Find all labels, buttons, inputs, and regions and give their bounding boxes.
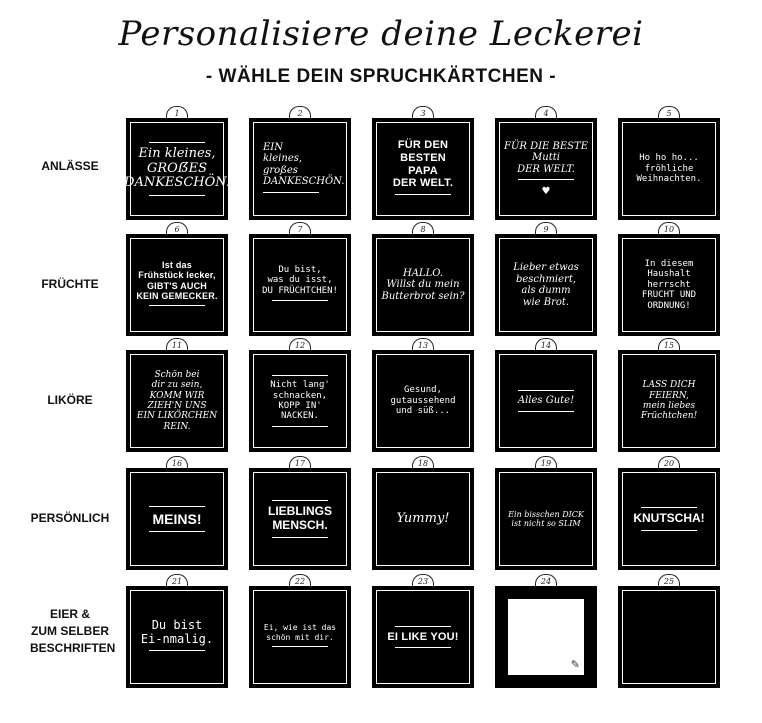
card-text: Nicht lang' schnacken, KOPP IN' NACKEN.	[270, 380, 330, 422]
card-number: 7	[289, 222, 311, 235]
card-text: KNUTSCHA!	[633, 511, 705, 526]
spruch-card-18[interactable]	[372, 456, 474, 574]
card-text: Schön bei dir zu sein, KOMM WIR ZIEH'N UNS EIN LIKÖRCHEN REIN.	[136, 369, 218, 432]
card-text: FÜR DIE BESTE Mutti DER WELT.	[504, 140, 588, 175]
spruch-card-17[interactable]	[249, 456, 351, 574]
card-text: MEINS!	[152, 510, 202, 527]
card-text: Du bist Ei-nmalig.	[140, 617, 214, 646]
spruch-card-7[interactable]	[249, 222, 351, 340]
writable-area	[508, 599, 584, 675]
card-number: 19	[535, 456, 557, 469]
spruch-card-5[interactable]	[618, 106, 720, 224]
spruch-card-10[interactable]	[618, 222, 720, 340]
card-number: 10	[658, 222, 680, 235]
card-text: Ist das Frühstück lecker, GIBT'S AUCH KEIN GEMECKER.	[136, 259, 218, 301]
spruch-card-25[interactable]	[618, 574, 720, 692]
card-number: 20	[658, 456, 680, 469]
card-number: 8	[412, 222, 434, 235]
card-text: Gesund, gutaussehend und süß...	[390, 385, 456, 417]
heart-icon: ♥	[541, 186, 551, 198]
spruch-card-2[interactable]	[249, 106, 351, 224]
card-text: EI LIKE YOU!	[387, 630, 459, 643]
spruch-card-15[interactable]	[618, 338, 720, 456]
spruch-card-19[interactable]	[495, 456, 597, 574]
page-subtitle: - WÄHLE DEIN SPRUCHKÄRTCHEN -	[205, 66, 557, 87]
spruch-card-11[interactable]	[126, 338, 228, 456]
card-number: 21	[166, 574, 188, 587]
card-number: 2	[289, 106, 311, 119]
spruch-card-13[interactable]	[372, 338, 474, 456]
card-number: 17	[289, 456, 311, 469]
card-text: LASS DICH FEIERN, mein liebes Früchtchen!	[640, 380, 698, 422]
card-number: 4	[535, 106, 557, 119]
row-label-fruechte: FRÜCHTE	[41, 277, 99, 291]
card-text: Ei, wie ist das schön mit dir.	[263, 623, 337, 642]
card-number: 11	[166, 338, 188, 351]
card-text: Du bist, was du isst, DU FRÜCHTCHEN!	[262, 264, 338, 296]
spruch-card-3[interactable]	[372, 106, 474, 224]
card-number: 25	[658, 574, 680, 587]
card-number: 13	[412, 338, 434, 351]
card-number: 1	[166, 106, 188, 119]
spruch-card-1[interactable]	[126, 106, 228, 224]
card-text: FÜR DEN BESTEN PAPA DER WELT.	[392, 139, 454, 190]
page-title: Personalisiere deine Leckerei	[118, 14, 644, 54]
card-text: Alles Gute!	[517, 395, 575, 407]
spruch-card-20[interactable]	[618, 456, 720, 574]
row-label-eier: EIER & ZUM SELBER BESCHRIFTEN	[30, 607, 116, 655]
pen-icon: ✎	[570, 658, 580, 671]
spruch-card-9[interactable]	[495, 222, 597, 340]
card-text: EIN kleines, großes DANKESCHÖN.	[263, 141, 345, 187]
spruch-card-12[interactable]	[249, 338, 351, 456]
card-number: 23	[412, 574, 434, 587]
spruch-card-16[interactable]	[126, 456, 228, 574]
card-number: 9	[535, 222, 557, 235]
spruch-card-21[interactable]	[126, 574, 228, 692]
card-number: 22	[289, 574, 311, 587]
card-number: 5	[658, 106, 680, 119]
spruch-card-24[interactable]	[495, 574, 597, 692]
card-number: 18	[412, 456, 434, 469]
card-text: HALLO. Willst du mein Butterbrot sein?	[381, 267, 465, 302]
row-label-anlaesse: ANLÄSSE	[41, 159, 99, 173]
row-label-persoenlich: PERSÖNLICH	[30, 511, 110, 525]
spruch-card-14[interactable]	[495, 338, 597, 456]
card-number: 16	[166, 456, 188, 469]
row-label-likoere: LIKÖRE	[47, 393, 93, 407]
card-text: LIEBLINGS MENSCH.	[267, 504, 332, 532]
spruch-card-4[interactable]	[495, 106, 597, 224]
card-text: Ein kleines, GROẞES DANKESCHÖN.	[124, 145, 230, 191]
card-number: 3	[412, 106, 434, 119]
spruch-card-6[interactable]	[126, 222, 228, 340]
card-text: Ein bisschen DICK ist nicht so SLIM	[508, 509, 584, 528]
card-text: Lieber etwas beschmiert, als dumm wie Brot.	[513, 262, 579, 308]
card-text: In diesem Haushalt herrscht FRUCHT UND ORDNUNG!	[641, 259, 697, 311]
card-number: 6	[166, 222, 188, 235]
card-number: 12	[289, 338, 311, 351]
card-text: Yummy!	[396, 510, 450, 526]
spruch-card-8[interactable]	[372, 222, 474, 340]
card-number: 15	[658, 338, 680, 351]
spruch-card-22[interactable]	[249, 574, 351, 692]
card-number: 24	[535, 574, 557, 587]
card-text: Ho ho ho... fröhliche Weihnachten.	[636, 153, 702, 185]
card-number: 14	[535, 338, 557, 351]
spruch-card-23[interactable]	[372, 574, 474, 692]
